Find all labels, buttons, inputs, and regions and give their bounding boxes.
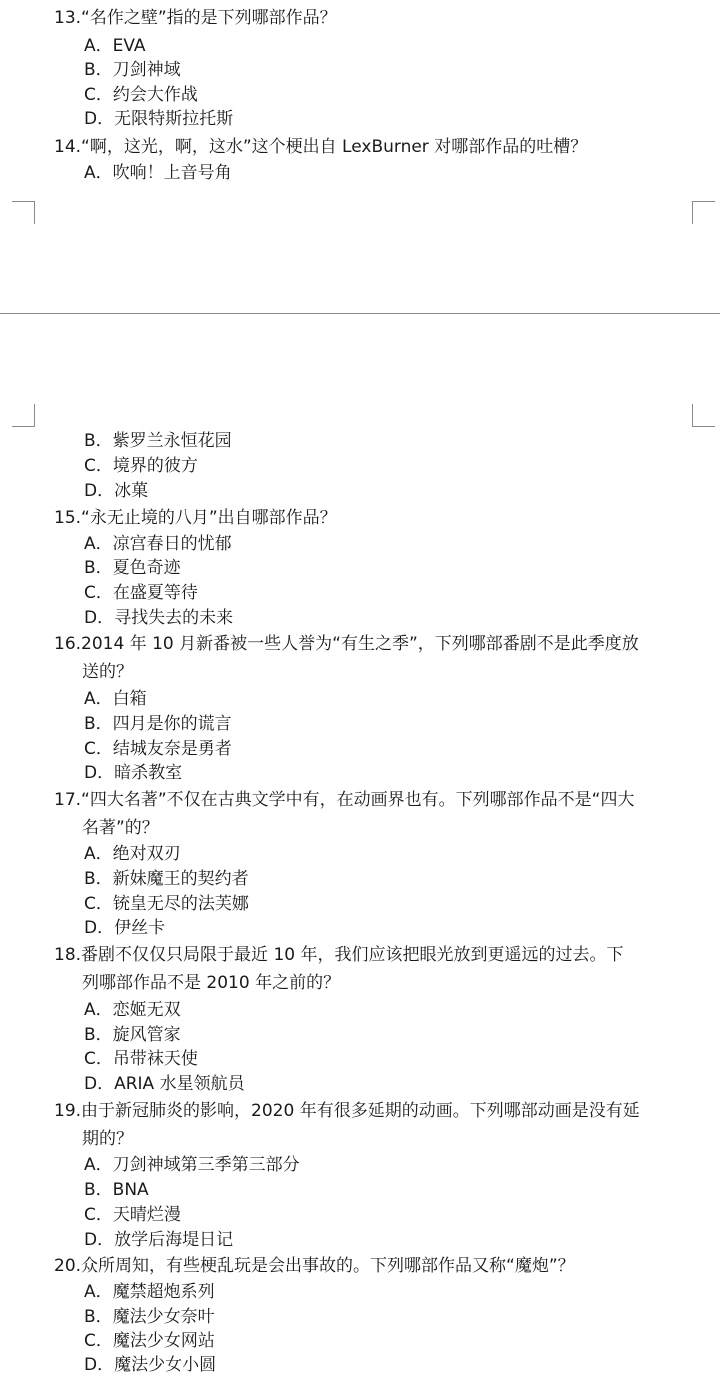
page-break-line [0,313,720,314]
crop-mark-top-left [12,201,35,224]
question-14: 14.“啊，这光，啊，这水”这个梗出自 LexBurner 对哪部作品的吐槽？ [54,137,588,157]
question-17-continued: 名著”的？ [82,818,159,838]
option-15-c: C．在盛夏等待 [84,583,198,603]
option-20-b: B．魔法少女奈叶 [84,1307,215,1327]
option-15-a: A．凉宫春日的忧郁 [84,534,232,554]
option-13-a: A．EVA [84,36,146,56]
question-18: 18.番剧不仅仅只局限于最近 10 年，我们应该把眼光放到更遥远的过去。下 [54,945,624,965]
option-15-b: B．夏色奇迹 [84,558,181,578]
question-16-continued: 送的？ [82,662,133,682]
option-16-b: B．四月是你的谎言 [84,714,232,734]
option-19-d: D．放学后海堤日记 [84,1230,234,1250]
question-17: 17.“四大名著”不仅在古典文学中有，在动画界也有。下列哪部作品不是“四大 [54,790,635,810]
option-17-c: C．铳皇无尽的法芙娜 [84,894,249,914]
question-18-continued: 列哪部作品不是 2010 年之前的？ [82,973,341,993]
option-16-a: A．白箱 [84,689,147,709]
option-16-c: C．结城友奈是勇者 [84,739,232,759]
option-20-a: A．魔禁超炮系列 [84,1282,215,1302]
option-17-b: B．新妹魔王的契约者 [84,869,249,889]
option-17-a: A．绝对双刃 [84,844,181,864]
crop-mark-bottom-left [12,404,35,427]
option-14-a: A．吹响！上音号角 [84,163,232,183]
question-16: 16.2014 年 10 月新番被一些人誉为“有生之季”，下列哪部番剧不是此季度放 [54,634,639,654]
option-18-d: D．ARIA 水星领航员 [84,1074,245,1094]
question-13: 13.“名作之壁”指的是下列哪部作品？ [54,8,337,28]
option-20-c: C．魔法少女网站 [84,1331,215,1351]
option-20-d: D．魔法少女小圆 [84,1355,217,1375]
option-18-b: B．旋风管家 [84,1025,181,1045]
option-15-d: D．寻找失去的未来 [84,608,234,628]
option-14-c: C．境界的彼方 [84,456,198,476]
option-19-b: B．BNA [84,1180,149,1200]
crop-mark-top-right [692,201,715,224]
option-18-a: A．恋姬无双 [84,1000,181,1020]
question-20: 20.众所周知，有些梗乱玩是会出事故的。下列哪部作品又称“魔炮”？ [54,1256,575,1276]
option-13-b: B．刀剑神域 [84,60,181,80]
option-13-d: D．无限特斯拉托斯 [84,109,234,129]
option-19-a: A．刀剑神域第三季第三部分 [84,1155,300,1175]
option-19-c: C．天晴烂漫 [84,1205,181,1225]
option-17-d: D．伊丝卡 [84,918,166,938]
option-14-b: B．紫罗兰永恒花园 [84,431,232,451]
question-19-continued: 期的？ [82,1129,133,1149]
option-18-c: C．吊带袜天使 [84,1049,198,1069]
crop-mark-bottom-right [692,404,715,427]
option-14-d: D．冰菓 [84,481,149,501]
question-19: 19.由于新冠肺炎的影响，2020 年有很多延期的动画。下列哪部动画是没有延 [54,1101,640,1121]
question-15: 15.“永无止境的八月”出自哪部作品？ [54,508,337,528]
option-16-d: D．暗杀教室 [84,763,183,783]
option-13-c: C．约会大作战 [84,85,198,105]
